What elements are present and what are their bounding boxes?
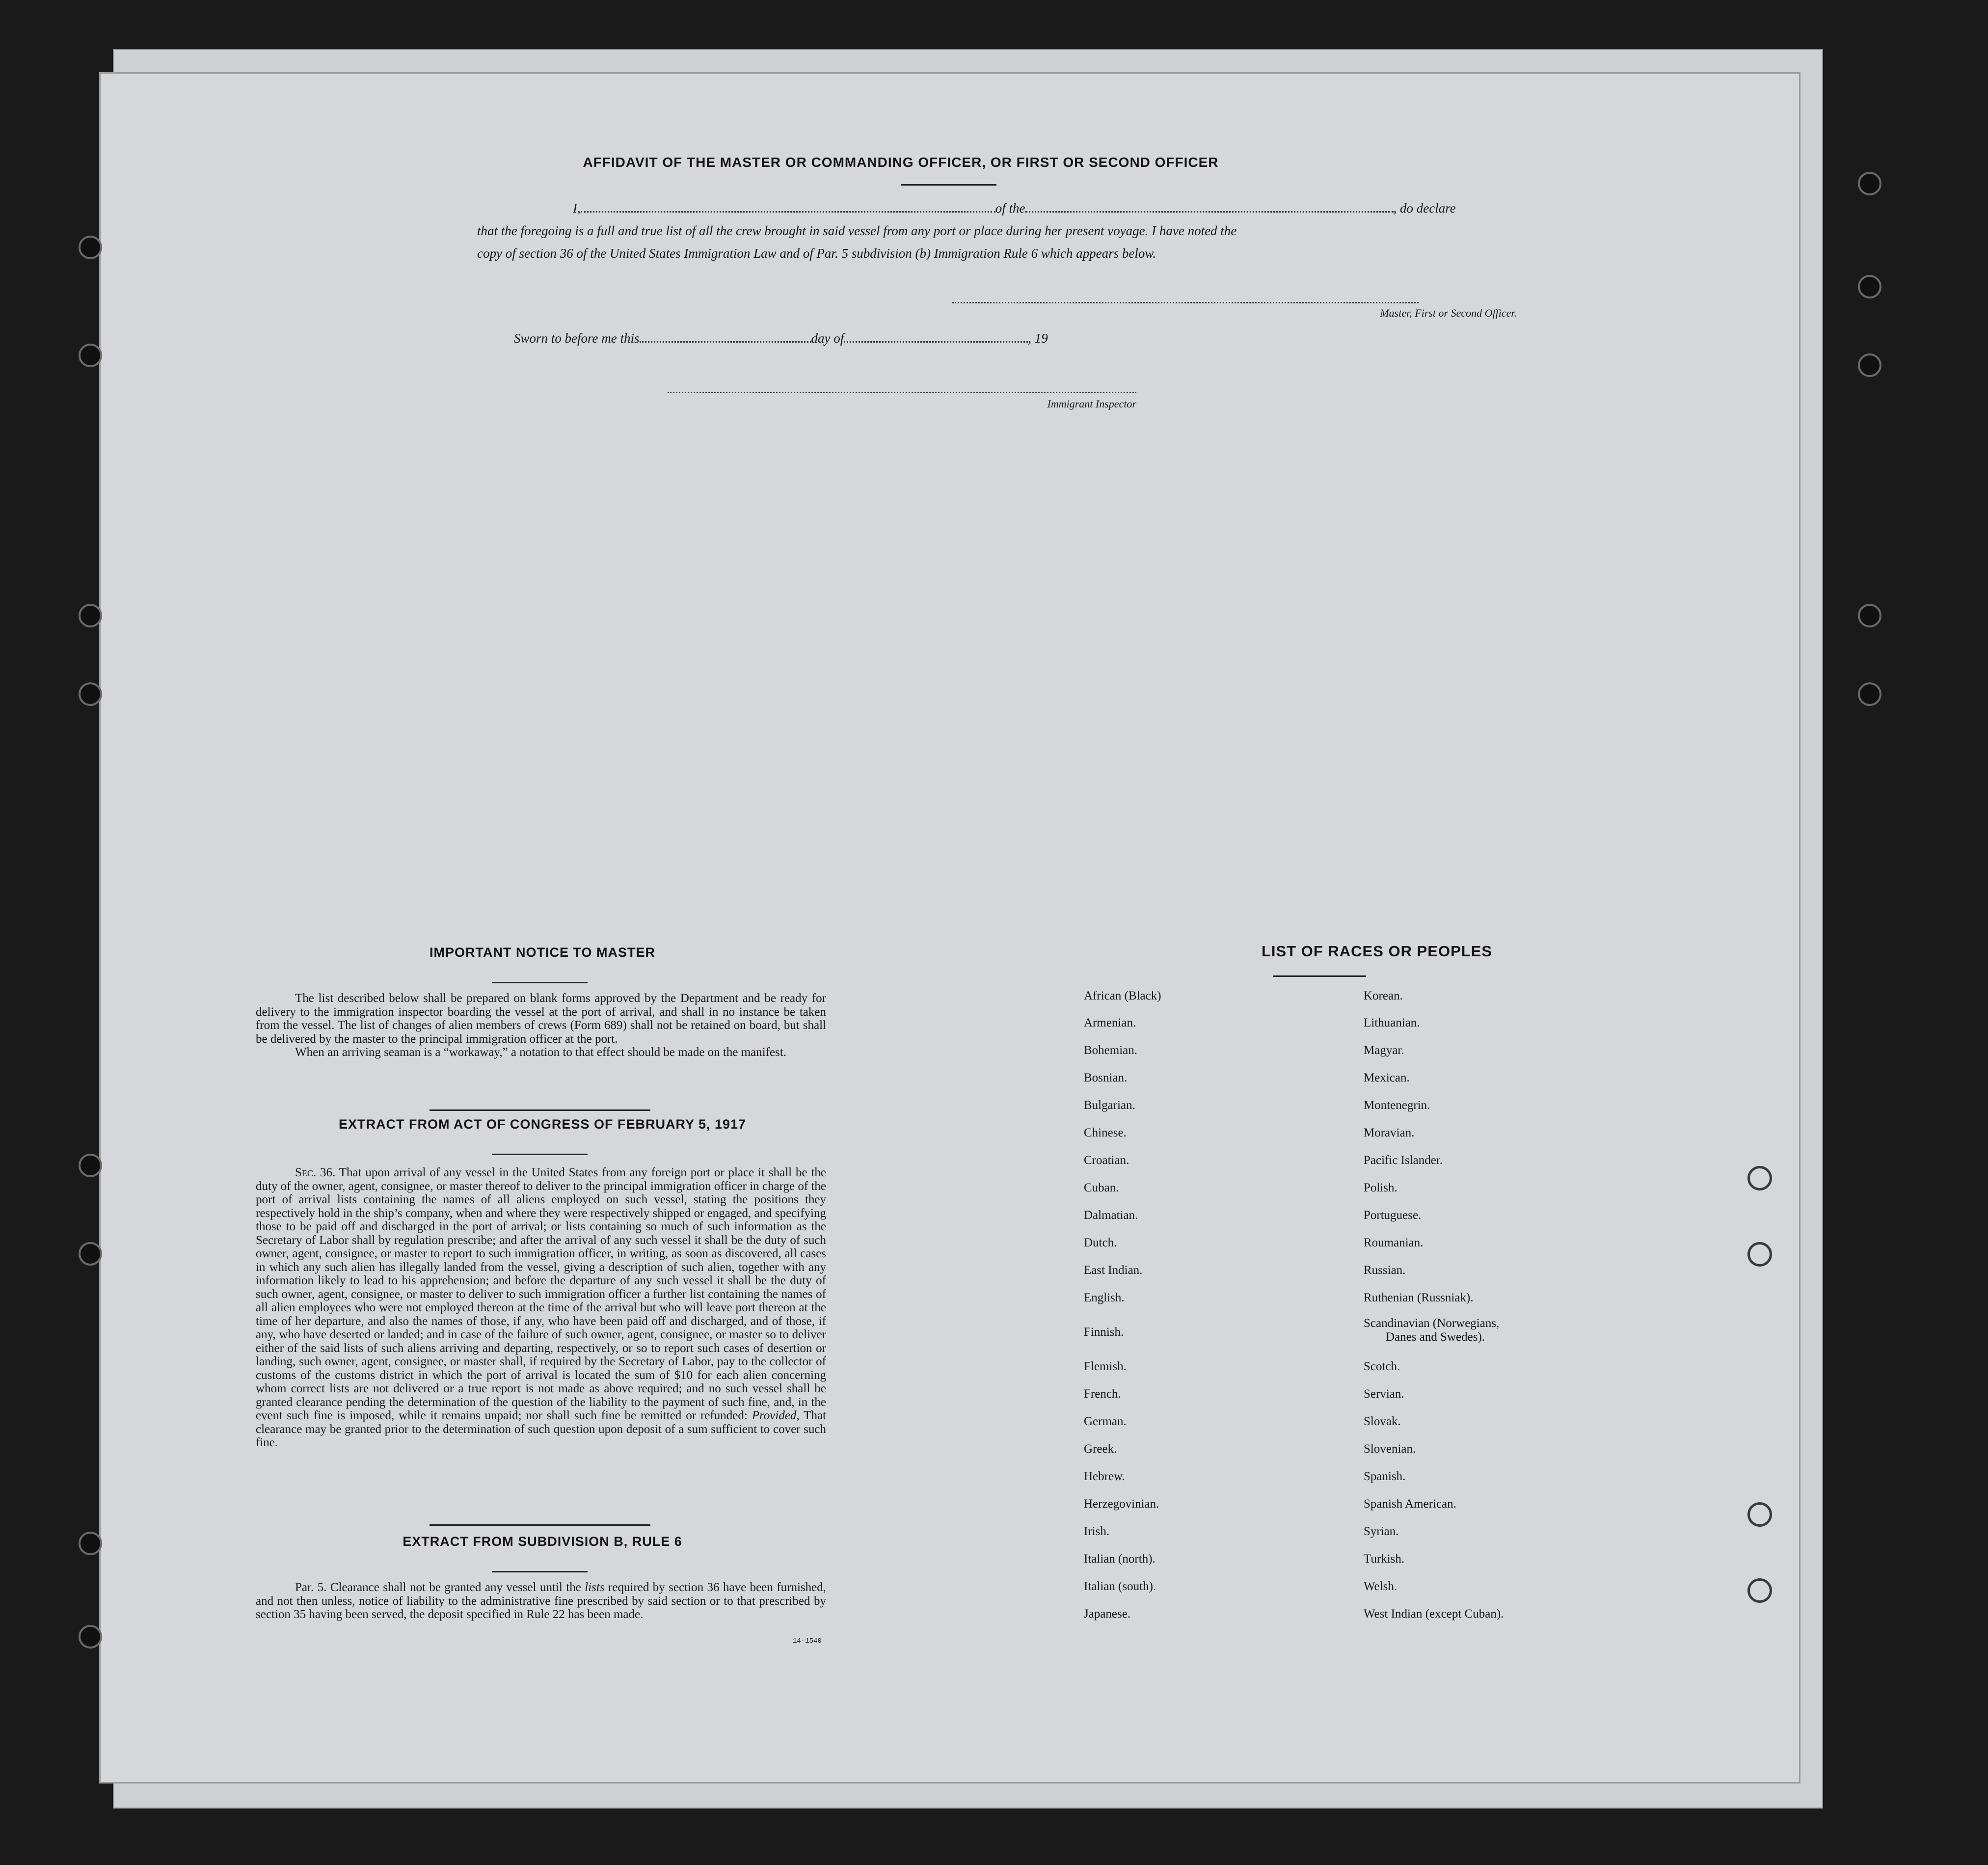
race-right-item: Russian. [1364,1264,1406,1277]
title-underline [901,184,996,186]
race-left-item: Irish. [1084,1525,1110,1538]
races-underline [1273,975,1366,977]
notice-paragraph-1: The list described below shall be prepared on blank forms approved by the Department and be ready for delivery to the immigration inspector boarding the vessel at the port of arrival, and shall in no instance be taken from the vessel. The list of changes of alien members of crews (Form 689) shall not be retained on board, but shall be delivered by the master to the principal immigration officer at the port. [256,992,826,1046]
binder-hole-right-8 [1747,1502,1772,1527]
race-right-item: Mexican. [1364,1071,1410,1084]
extract-act-body [256,1166,826,1450]
sworn-prefix: Sworn to before me this [514,331,640,346]
race-right-item: Moravian. [1364,1126,1415,1139]
binder-hole-left-3 [79,604,102,627]
binder-hole-left-4 [79,682,102,706]
race-right-item: Portuguese. [1364,1209,1422,1222]
race-right-item: Welsh. [1364,1580,1397,1593]
race-right-item: Turkish. [1364,1552,1405,1566]
race-left-item: Bulgarian. [1084,1099,1135,1112]
extract-act-underline [492,1154,588,1155]
race-left-item: Herzegovinian. [1084,1497,1159,1511]
binder-hole-left-2 [79,344,102,367]
race-right-item: Slovenian. [1364,1442,1416,1456]
race-right-item: Pacific Islander. [1364,1154,1443,1167]
race-right-item: Magyar. [1364,1044,1404,1057]
notice-title: IMPORTANT NOTICE TO MASTER [430,945,655,960]
sec-36-text-end: That clearance may be granted prior to the determination of such question upon deposit of a sum sufficient to cover such fine. [256,1409,826,1449]
affidavit-vessel-blank[interactable] [1025,198,1394,213]
inspector-signature-line[interactable] [668,392,1136,393]
race-right-item: Slovak. [1364,1415,1401,1428]
notice-underline [492,982,588,983]
race-right-item: Ruthenian (Russniak). [1364,1291,1474,1304]
extract-act-title: EXTRACT FROM ACT OF CONGRESS OF FEBRUARY 5, 1917 [338,1117,747,1132]
section-divider-1 [430,1109,650,1111]
notice-body [256,992,826,1059]
affidavit-declare-label: , do declare [1393,201,1456,216]
race-right-item: West Indian (except Cuban). [1364,1607,1504,1621]
binder-hole-right-5 [1858,682,1881,706]
race-left-item: Dutch. [1084,1236,1117,1249]
affidavit-line-3: copy of section 36 of the United States Immigration Law and of Par. 5 subdivision (b) Immigration Rule 6 which appears below. [477,246,1156,261]
provided-word: Provided, [752,1409,800,1422]
sworn-line [514,326,1103,350]
section-divider-2 [430,1524,650,1526]
rule-text-a: Par. 5. Clearance shall not be granted any vessel until the [295,1581,585,1594]
race-left-item: Chinese. [1084,1126,1127,1139]
binder-hole-left-1 [79,236,102,259]
inspector-signature-label: Immigrant Inspector [1047,398,1136,410]
race-left-item: English. [1084,1291,1125,1304]
race-left-item: Finnish. [1084,1325,1124,1339]
sworn-day-of: day of [811,331,844,346]
binder-hole-right-1 [1858,172,1881,195]
race-left-item: African (Black) [1084,989,1161,1002]
binder-hole-right-6 [1747,1166,1772,1190]
race-left-item: French. [1084,1387,1121,1401]
rule-text-b: required by section 36 have been furnished, and not then unless, notice of liability to the administrative fine prescribed by said section or to that prescribed by section 35 having been served, the deposit specified in Rule 22 has been made. [256,1581,826,1621]
race-left-item: Dalmatian. [1084,1209,1138,1222]
extract-rule-title: EXTRACT FROM SUBDIVISION B, RULE 6 [403,1534,682,1549]
binder-hole-left-7 [79,1532,102,1555]
race-right-item: Spanish American. [1364,1497,1456,1511]
binder-hole-left-5 [79,1154,102,1177]
binder-hole-right-2 [1858,275,1881,298]
race-left-item: Flemish. [1084,1360,1127,1373]
races-title: LIST OF RACES OR PEOPLES [1261,943,1493,960]
race-right-item: Servian. [1364,1387,1404,1401]
affidavit-title: AFFIDAVIT OF THE MASTER OR COMMANDING OFFICER, OR FIRST OR SECOND OFFICER [583,155,1219,170]
race-left-item: Italian (north). [1084,1552,1155,1566]
race-right-item: Polish. [1364,1181,1397,1194]
notice-paragraph-2: When an arriving seaman is a “workaway,” a notation to that effect should be made on the manifest. [295,1046,787,1059]
document-page [101,74,1799,1782]
master-signature-line[interactable] [952,302,1419,303]
affidavit-of-the-label: of the [995,201,1025,216]
race-right-item: Lithuanian. [1364,1016,1420,1029]
binder-hole-left-6 [79,1242,102,1266]
sec-36-text: That upon arrival of any vessel in the United States from any foreign port or place it shall be the duty of the owner, agent, consignee, or master thereof to deliver to the principal immigration officer in charge of the port of arrival lists containing the names of all aliens employed on such vessel, stating the positions they respectively hold in the ship’s company, when and where they were respectively shipped or engaged, and specifying those to be paid off and discharged in the port of arrival; or lists containing so much of such information as the Secretary of Labor shall by regulation prescribe; and after the arrival of any such vessel it shall be the duty of such owner, agent, consignee, or master to report to such immigration officer, in writing, as soon as discovered, all cases in which any such alien has illegally landed from the vessel, giving a description of such alien, together with any information likely to lead to his apprehension; and before the departure of any such vessel it shall be the duty of such owner, agent, consignee, or master to deliver to such immigration officer a further list containing the names of all alien employees who were not employed thereon at the time of the arrival but who will leave port thereon at the time of her departure, and also the names of those, if any, who have been paid off and discharged, and of those, if any, who have deserted or landed; and in case of the failure of such owner, agent, consignee, or master so to deliver either of the said lists of such aliens arriving and departing, respectively, or so to report such cases of desertion or landing, such owner, agent, consignee, or master shall, if required by the Secretary of Labor, pay to the collector of customs of the customs district in which the port of arrival is located the sum of $10 for each alien concerning whom correct lists are not delivered or a true report is not made as above required; and no such vessel shall be granted clearance pending the determination of the question of the liability to the payment of such fine, and, in the event such fine is imposed, while it remains unpaid; nor shall such fine be remitted or refunded: [256,1166,826,1422]
master-signature-label: Master, First or Second Officer. [1380,307,1517,319]
race-left-item: Italian (south). [1084,1580,1156,1593]
race-left-item: German. [1084,1415,1127,1428]
race-right-item-continuation: Danes and Swedes). [1386,1330,1485,1344]
affidavit-declaration-line [514,196,1520,220]
race-left-item: Hebrew. [1084,1470,1125,1483]
race-right-item: Korean. [1364,989,1403,1002]
binder-hole-right-7 [1747,1242,1772,1267]
affidavit-i-label: I, [573,201,581,216]
sworn-day-blank[interactable] [640,328,811,343]
race-right-item: Spanish. [1364,1470,1406,1483]
race-left-item: Bohemian. [1084,1044,1138,1057]
affidavit-line-2: that the foregoing is a full and true list of all the crew brought in said vessel from any port or place during her present voyage. I have noted the [477,223,1237,238]
race-right-item: Scandinavian (Norwegians, [1364,1317,1500,1330]
sworn-month-blank[interactable] [844,328,1028,343]
extract-rule-body [256,1581,826,1622]
lists-word: lists [585,1581,605,1594]
race-right-item: Syrian. [1364,1525,1399,1538]
extract-rule-underline [492,1571,588,1572]
race-right-item: Montenegrin. [1364,1099,1430,1112]
race-left-item: Bosnian. [1084,1071,1128,1084]
race-left-item: Armenian. [1084,1016,1136,1029]
binder-hole-right-9 [1747,1578,1772,1603]
race-left-item: Japanese. [1084,1607,1131,1621]
affidavit-name-blank[interactable] [581,198,995,213]
race-right-item: Roumanian. [1364,1236,1424,1249]
sworn-year: , 19 [1028,331,1048,346]
binder-hole-right-3 [1858,353,1881,377]
race-right-item: Scotch. [1364,1360,1400,1373]
race-left-item: Croatian. [1084,1154,1129,1167]
binder-hole-left-8 [79,1625,102,1649]
binder-hole-right-4 [1858,604,1881,627]
sec-36-label: Sec. 36. [295,1166,336,1179]
race-left-item: Greek. [1084,1442,1117,1456]
race-left-item: Cuban. [1084,1181,1119,1194]
form-number: 14-1540 [793,1637,822,1645]
race-left-item: East Indian. [1084,1264,1143,1277]
